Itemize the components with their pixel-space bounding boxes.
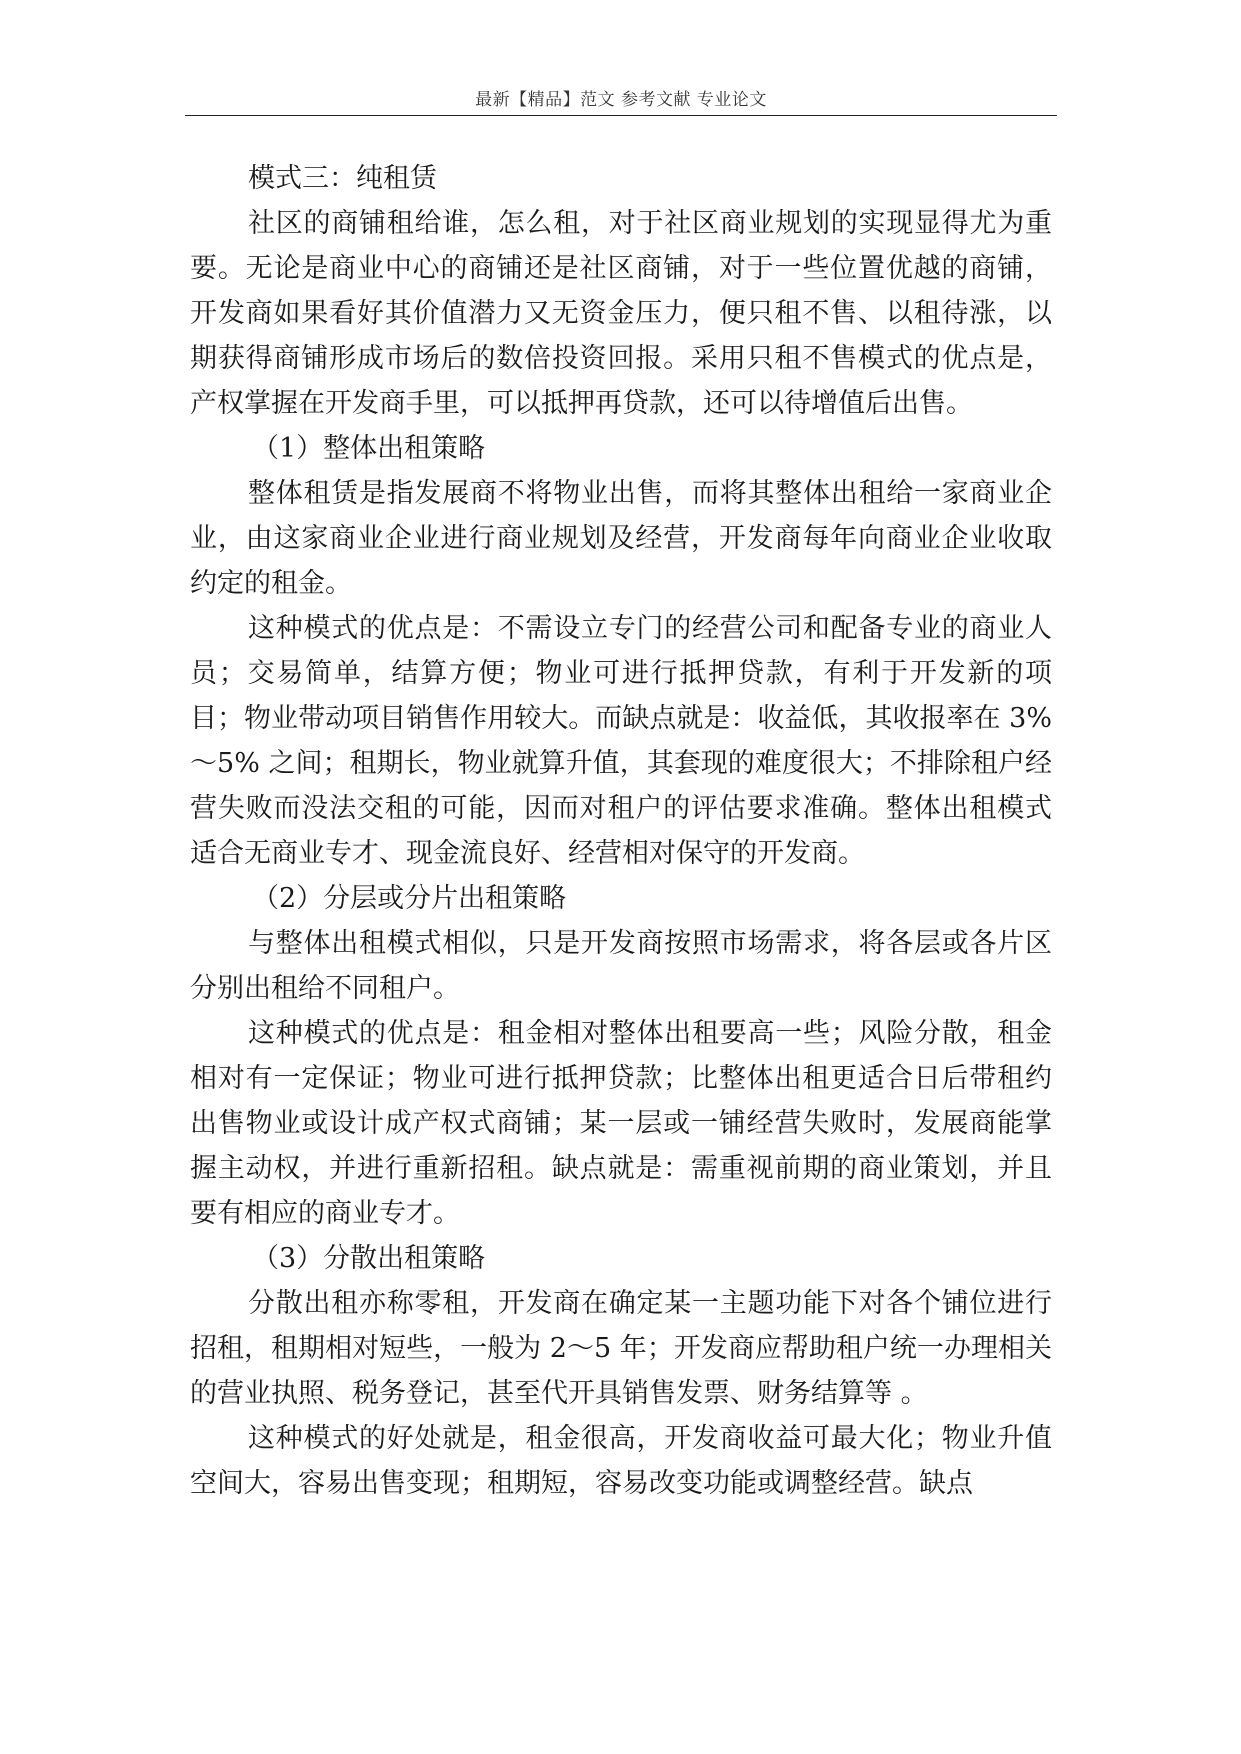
strategy-1-heading: （1）整体出租策略 xyxy=(252,433,486,464)
page-header: 最新【精品】范文 参考文献 专业论文 xyxy=(475,90,767,110)
strategy-3-paragraph-2: 这种模式的好处就是，租金很高，开发商收益可最大化；物业升值空间大，容易出售变现；租期短，容易改变功能或调整经营。缺点 xyxy=(190,1423,1052,1499)
strategy-3-heading: （3）分散出租策略 xyxy=(252,1243,486,1274)
document-body xyxy=(190,156,1052,1506)
strategy-2-paragraph-2: 这种模式的优点是：租金相对整体出租要高一些；风险分散，租金相对有一定保证；物业可进行抵押贷款；比整体出租更适合日后带租约出售物业或设计成产权式商铺；某一层或一铺经营失败时，发展商能掌握主动权，并进行重新招租。缺点就是：需重视前期的商业策划，并且要有相应的商业专才。 xyxy=(190,1018,1052,1229)
strategy-1-paragraph-2: 这种模式的优点是：不需设立专门的经营公司和配备专业的商业人员；交易简单，结算方便；物业可进行抵押贷款，有利于开发新的项目；物业带动项目销售作用较大。而缺点就是：收益低，其收报率在 3%～5% 之间；租期长，物业就算升值，其套现的难度很大；不排除租户经营失败而没法交租的可能，因而对租户的评估要求准确。整体出租模式适合无商业专才、现金流良好、经营相对保守的开发商。 xyxy=(190,613,1052,869)
strategy-2-heading: （2）分层或分片出租策略 xyxy=(252,883,567,914)
strategy-3-paragraph-1: 分散出租亦称零租，开发商在确定某一主题功能下对各个铺位进行招租，租期相对短些，一般为 2～5 年；开发商应帮助租户统一办理相关的营业执照、税务登记，甚至代开具销售发票、财务结算等 。 xyxy=(190,1288,1052,1409)
section-title: 模式三：纯租赁 xyxy=(248,163,437,194)
header-divider xyxy=(185,115,1057,116)
strategy-1-paragraph-1: 整体租赁是指发展商不将物业出售，而将其整体出租给一家商业企业，由这家商业企业进行商业规划及经营，开发商每年向商业企业收取约定的租金。 xyxy=(190,478,1052,599)
intro-paragraph: 社区的商铺租给谁，怎么租，对于社区商业规划的实现显得尤为重要。无论是商业中心的商铺还是社区商铺，对于一些位置优越的商铺，开发商如果看好其价值潜力又无资金压力，便只租不售、以租待涨，以期获得商铺形成市场后的数倍投资回报。采用只租不售模式的优点是，产权掌握在开发商手里，可以抵押再贷款，还可以待增值后出售。 xyxy=(190,208,1052,419)
strategy-2-paragraph-1: 与整体出租模式相似，只是开发商按照市场需求，将各层或各片区分别出租给不同租户。 xyxy=(190,928,1052,1004)
